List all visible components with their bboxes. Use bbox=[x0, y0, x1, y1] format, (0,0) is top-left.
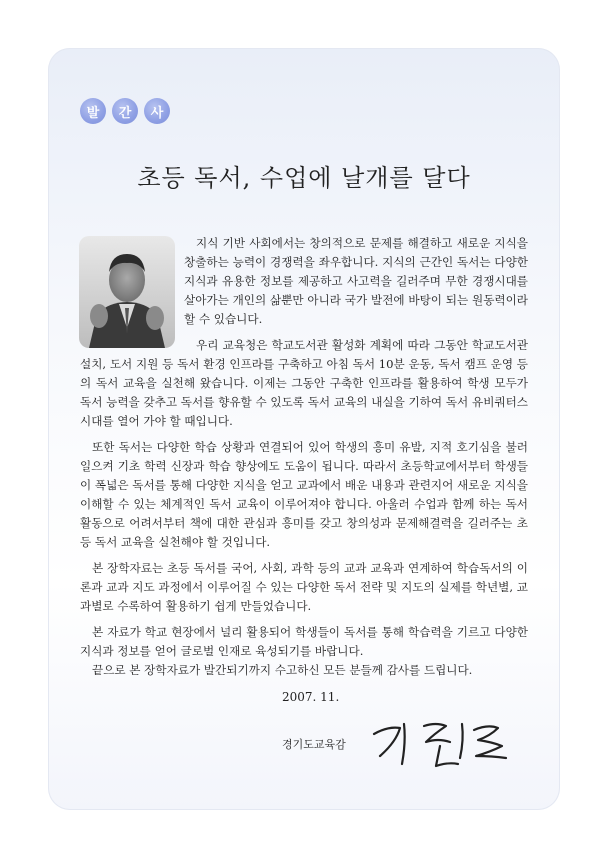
badge-char-1: 발 bbox=[80, 98, 106, 124]
issue-date: 2007. 11. bbox=[282, 690, 340, 704]
handwritten-signature bbox=[366, 712, 516, 772]
paragraph-6: 끝으로 본 장학자료가 발간되기까지 수고하신 모든 분들께 감사를 드립니다. bbox=[92, 663, 473, 677]
author-title: 경기도교육감 bbox=[282, 738, 346, 751]
page-title: 초등 독서, 수업에 날개를 달다 bbox=[137, 164, 471, 192]
paragraph-2: 우리 교육청은 학교도서관 활성화 계획에 따라 그동안 학교도서관 설치, 도서 지원 등 독서 환경 인프라를 구축하고 아침 독서 10분 운동, 독서 캠프 운영 등의 독서 교육을 실천해 왔습니다. 이제는 그동안 구축한 인프라를 활용하여 학생 모두가 독서 능력을 갖추고 독서를 향유할 수 있도록 독서 교육의 내실을 기하여 독서 유비쿼터스 시대를 열어 가야 할 때입니다. bbox=[80, 338, 528, 428]
badge-char-2: 간 bbox=[112, 98, 138, 124]
paragraph-5: 본 자료가 학교 현장에서 널리 활용되어 학생들이 독서를 통해 학습력을 기르고 다양한 지식과 정보를 얻어 글로벌 인재로 육성되기를 바랍니다. bbox=[80, 625, 528, 658]
paragraph-4: 본 장학자료는 초등 독서를 국어, 사회, 과학 등의 교과 교육과 연계하여 학습독서의 이론과 교과 지도 과정에서 이루어질 수 있는 다양한 독서 전략 및 지도의 실제를 학년별, 교과별로 수록하여 활용하기 쉽게 만들었습니다. bbox=[80, 561, 528, 613]
paragraph-3: 또한 독서는 다양한 학습 상황과 연결되어 있어 학생의 흥미 유발, 지적 호기심을 불러일으켜 기초 학력 신장과 학습 향상에도 도움이 됩니다. 따라서 초등학교에서부터 학생들이 폭넓은 독서를 통해 다양한 지식을 얻고 교과에서 배운 내용과 관련지어 새로운 지식을 이해할 수 있는 체계적인 독서 교육이 이루어져야 합니다. 아울러 수업과 함께 하는 독서 활동으로 어려서부터 책에 대한 관심과 흥미를 갖고 창의성과 문제해결력을 길러주는 초등 독서 교육을 실천해야 할 것입니다. bbox=[80, 440, 528, 549]
letter-body bbox=[80, 234, 528, 687]
section-badges bbox=[80, 98, 170, 124]
paragraph-1: 지식 기반 사회에서는 창의적으로 문제를 해결하고 새로운 지식을 창출하는 능력이 경쟁력을 좌우합니다. 지식의 근간인 독서는 다양한 지식과 유용한 정보를 제공하고 사고력을 길러주며 무한 경쟁시대를 살아가는 개인의 삶뿐만 아니라 국가 발전에 바탕이 되는 원동력이라 할 수 있습니다. bbox=[184, 236, 528, 326]
badge-char-3: 사 bbox=[144, 98, 170, 124]
